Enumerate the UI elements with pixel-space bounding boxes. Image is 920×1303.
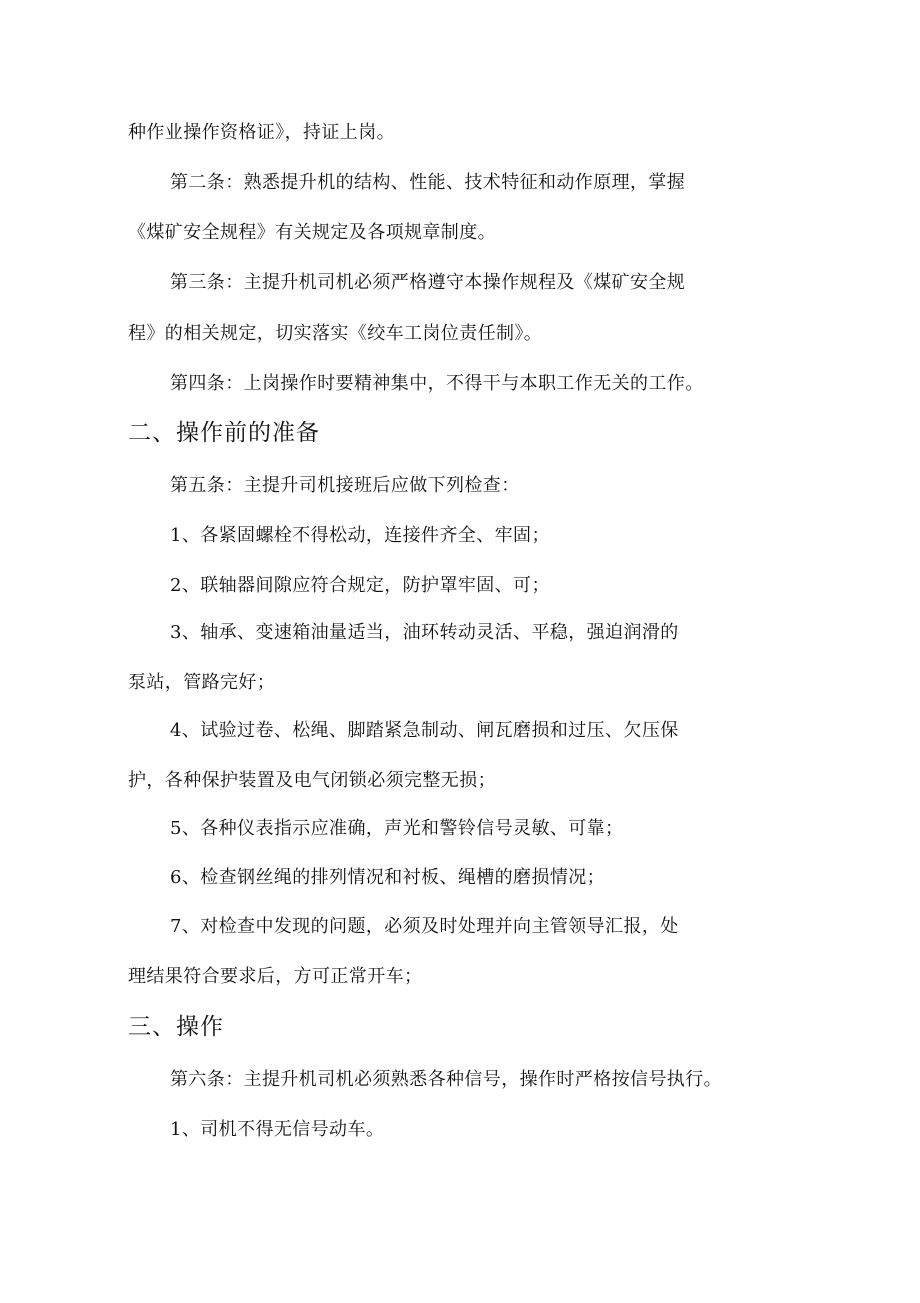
- section-heading: 三、操作: [128, 1014, 224, 1040]
- list-item: 4、试验过卷、松绳、脚踏紧急制动、闸瓦磨损和过压、欠压保: [170, 720, 679, 741]
- list-item: 1、各紧固螺栓不得松动，连接件齐全、牢固；: [170, 525, 550, 546]
- text-line: 程》的相关规定，切实落实《绞车工岗位责任制》。: [128, 323, 543, 344]
- list-item: 7、对检查中发现的问题，必须及时处理并向主管领导汇报，处: [170, 916, 679, 937]
- text-line: 种作业操作资格证》，持证上岗。: [128, 122, 395, 143]
- text-line: 理结果符合要求后，方可正常开车；: [128, 966, 423, 987]
- text-line: 第六条：主提升机司机必须熟悉各种信号，操作时严格按信号执行。: [170, 1069, 722, 1090]
- list-item: 2、联轴器间隙应符合规定，防护罩牢固、可；: [170, 575, 550, 596]
- text-line: 《煤矿安全规程》有关规定及各项规章制度。: [128, 222, 496, 243]
- text-line: 护，各种保护装置及电气闭锁必须完整无损；: [128, 770, 496, 791]
- text-line: 泵站，管路完好；: [128, 672, 276, 693]
- list-item: 1、司机不得无信号动车。: [170, 1119, 385, 1140]
- list-item: 3、轴承、变速箱油量适当，油环转动灵活、平稳，强迫润滑的: [170, 622, 679, 643]
- text-line: 第三条：主提升机司机必须严格遵守本操作规程及《煤矿安全规: [170, 272, 686, 293]
- text-line: 第二条：熟悉提升机的结构、性能、技术特征和动作原理，掌握: [170, 172, 686, 193]
- text-line: 第五条：主提升司机接班后应做下列检查：: [170, 475, 520, 496]
- section-heading: 二、操作前的准备: [128, 420, 320, 446]
- text-line: 第四条：上岗操作时要精神集中，不得干与本职工作无关的工作。: [170, 373, 704, 394]
- list-item: 6、检查钢丝绳的排列情况和衬板、绳槽的磨损情况；: [170, 867, 606, 888]
- list-item: 5、各种仪表指示应准确，声光和警铃信号灵敏、可靠；: [170, 818, 624, 839]
